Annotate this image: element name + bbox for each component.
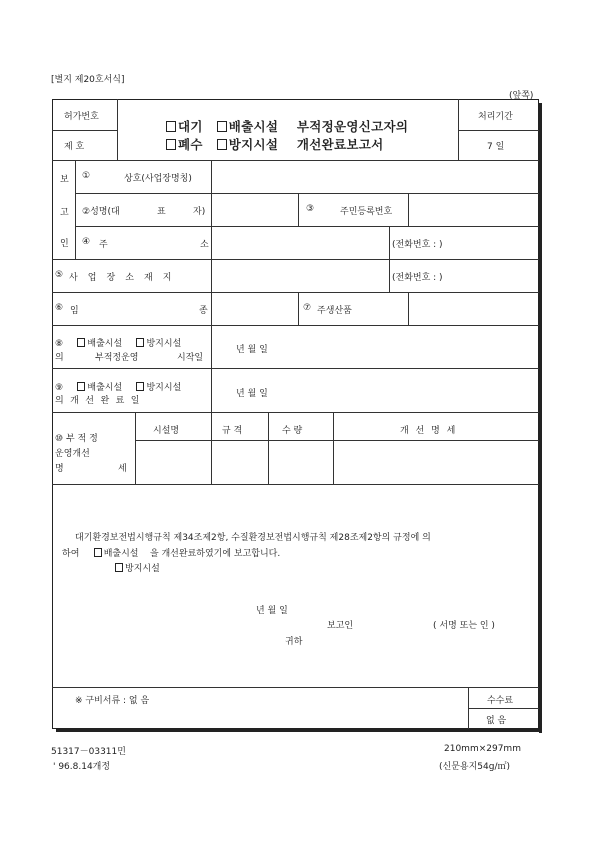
revision-date: ' 96.8.14개정 bbox=[53, 762, 111, 772]
reporter-side-char-1: 보 bbox=[60, 175, 69, 185]
industry-label-end: 종 bbox=[199, 306, 208, 316]
quantity-field[interactable] bbox=[269, 441, 332, 483]
fee-value: 없 음 bbox=[486, 716, 507, 726]
row9-checkbox-prevention[interactable] bbox=[136, 382, 144, 391]
trade-name-label: 상호(사업장명칭) bbox=[124, 174, 192, 184]
form-code-number: 51317－03311민 bbox=[51, 747, 126, 757]
resident-number-label: 주민등록번호 bbox=[340, 207, 393, 217]
name-label-end: 자) bbox=[193, 207, 206, 217]
checkbox-prevention-facility[interactable] bbox=[217, 139, 227, 150]
main-product-field[interactable] bbox=[409, 293, 538, 324]
address-label-start: 주 bbox=[99, 240, 108, 250]
title-line-2: 폐수 방지시설 개선완료보고서 bbox=[166, 135, 384, 153]
checkbox-emission-facility[interactable] bbox=[217, 121, 227, 132]
industry-label-start: 임 bbox=[70, 306, 79, 316]
reporter-label: 보고인 bbox=[327, 621, 354, 631]
name-label-middle: 표 bbox=[157, 207, 166, 217]
row10-side-line-1: ⑩ 부 적 정 bbox=[55, 434, 98, 444]
circled-1: ① bbox=[82, 171, 91, 181]
industry-field[interactable] bbox=[212, 293, 297, 324]
row9-options: ⑨ 배출시설 방지시설 bbox=[55, 383, 182, 393]
report-date[interactable]: 년 월 일 bbox=[256, 606, 288, 616]
body-checkbox-prevention[interactable] bbox=[115, 563, 123, 572]
checkbox-wastewater[interactable] bbox=[166, 139, 176, 150]
circled-7: ⑦ bbox=[303, 303, 312, 313]
col-spec: 규 격 bbox=[222, 426, 243, 436]
reporter-side-char-2: 고 bbox=[60, 208, 69, 218]
row8-checkbox-prevention[interactable] bbox=[136, 338, 144, 347]
name-field[interactable] bbox=[212, 194, 297, 225]
row8-options: ⑧ 배출시설 방지시설 bbox=[55, 339, 182, 349]
reporter-side-char-3: 인 bbox=[60, 239, 69, 249]
row8-label-middle: 부적정운영 bbox=[95, 353, 139, 363]
circled-5: ⑤ bbox=[55, 270, 64, 280]
paper-size: 210mm×297mm bbox=[444, 744, 521, 754]
frame-shadow-right bbox=[539, 103, 542, 733]
signature-label[interactable]: ( 서명 또는 인 ) bbox=[433, 621, 495, 631]
issue-number-label: 제 호 bbox=[64, 142, 85, 152]
workplace-location-label: 사 업 장 소 재 지 bbox=[69, 273, 176, 283]
col-improvement-detail: 개 선 명 세 bbox=[400, 426, 458, 436]
row8-date[interactable]: 년 월 일 bbox=[236, 345, 268, 355]
processing-period-value: 7 일 bbox=[487, 142, 505, 152]
address-field[interactable] bbox=[212, 227, 388, 258]
required-documents: ※ 구비서류 : 없 음 bbox=[75, 696, 150, 706]
frame-shadow-bottom bbox=[56, 729, 542, 732]
circled-4: ④ bbox=[82, 237, 91, 247]
row10-side-line-2: 운영개선 bbox=[55, 449, 90, 459]
workplace-location-field[interactable] bbox=[212, 260, 388, 291]
row9-label: 의 개 선 완 료 일 bbox=[55, 396, 142, 406]
processing-period-label: 처리기간 bbox=[478, 112, 513, 122]
title-line-1: 대기 배출시설 부적정운영신고자의 bbox=[166, 117, 408, 135]
phone-field-2[interactable]: (전화번호 : ) bbox=[392, 273, 443, 283]
spec-field[interactable] bbox=[212, 441, 267, 483]
phone-field-1[interactable]: (전화번호 : ) bbox=[392, 240, 443, 250]
body-checkbox-emission[interactable] bbox=[94, 548, 102, 557]
row9-checkbox-emission[interactable] bbox=[77, 382, 85, 391]
paper-spec: (신문용지54g/㎡) bbox=[439, 762, 510, 772]
row9-date[interactable]: 년 월 일 bbox=[236, 389, 268, 399]
page-side-label: (앞쪽) bbox=[509, 91, 534, 101]
row10-side-line-3-end: 세 bbox=[118, 464, 127, 474]
body-paragraph-line-1: 대기환경보전법시행규칙 제34조제2항, 수질환경보전법시행규칙 제28조제2항의 규정에 의 bbox=[75, 533, 431, 543]
row8-label-end: 시작일 bbox=[177, 353, 204, 363]
improvement-detail-field[interactable] bbox=[334, 441, 538, 483]
col-facility-name: 시설명 bbox=[153, 426, 180, 436]
body-paragraph-line-3: 방지시설 bbox=[115, 561, 160, 574]
main-product-label: 주생산품 bbox=[317, 306, 352, 316]
addressee-label: 귀하 bbox=[285, 637, 303, 647]
row10-side-line-3-start: 명 bbox=[55, 464, 64, 474]
trade-name-field[interactable] bbox=[212, 161, 538, 192]
resident-number-field[interactable] bbox=[409, 194, 538, 225]
fee-label: 수수료 bbox=[487, 696, 514, 706]
address-label-end: 소 bbox=[200, 240, 209, 250]
form-code: [별지 제20호서식] bbox=[51, 75, 125, 85]
permit-number-label: 허가번호 bbox=[64, 112, 99, 122]
col-quantity: 수 량 bbox=[282, 426, 303, 436]
body-paragraph-line-2: 하여 배출시설 을 개선완료하였기에 보고합니다. bbox=[62, 549, 281, 559]
facility-name-field[interactable] bbox=[136, 441, 210, 483]
row8-checkbox-emission[interactable] bbox=[77, 338, 85, 347]
row8-label-start: 의 bbox=[55, 353, 64, 363]
circled-6: ⑥ bbox=[55, 303, 64, 313]
circled-3: ③ bbox=[306, 204, 315, 214]
checkbox-air[interactable] bbox=[166, 121, 176, 132]
name-label-start: ②성명(대 bbox=[82, 207, 120, 217]
